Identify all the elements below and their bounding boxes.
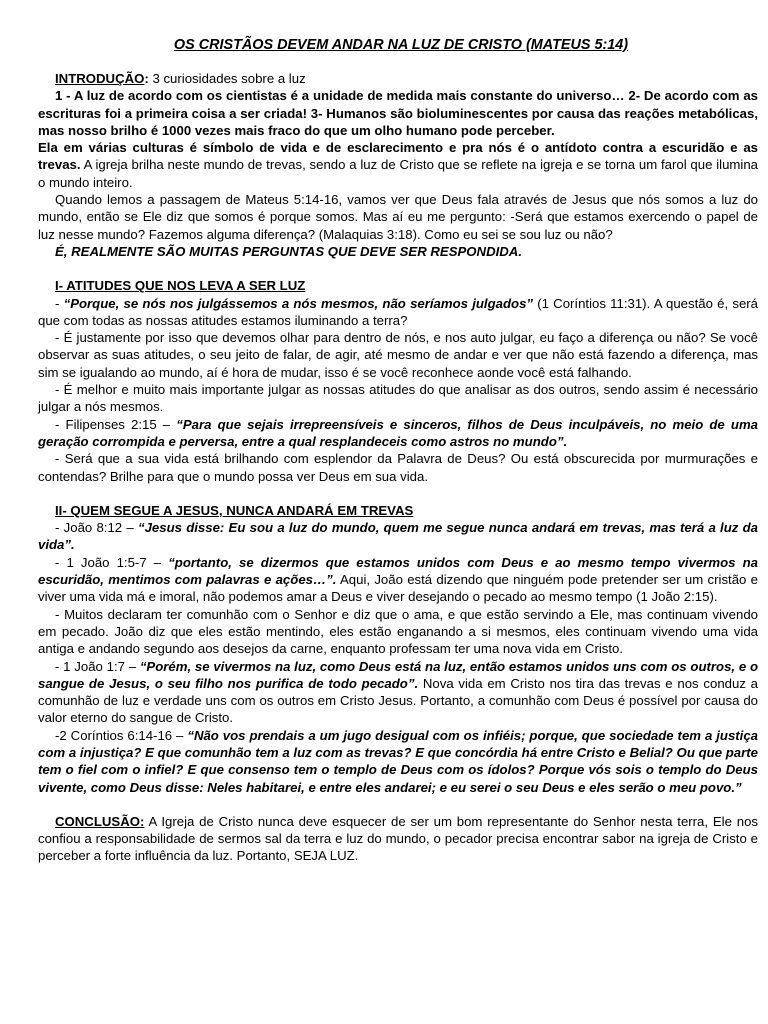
conclusion-text: A Igreja de Cristo nunca deve esquecer de ser um bom representante do Senhor nesta terra, Ele nos confiou a responsabilidade de sermos sal da terra e luz do mundo, o pecador precisa encontrar sabor na igreja de Cristo e perceber a forte influência da luz. Portanto, SEJA LUZ. — [38, 813, 758, 864]
section2-paragraph-4 — [38, 658, 758, 727]
section1-paragraph-5: - Será que a sua vida está brilhando com esplendor da Palavra de Deus? Ou está obscurecida por murmurações e contendas? Brilhe para que o mundo possa ver Deus em sua vida. — [38, 451, 758, 484]
document-body — [38, 70, 758, 865]
section1-heading: I- ATITUDES QUE NOS LEVA A SER LUZ — [55, 278, 306, 294]
intro-line — [38, 70, 758, 87]
intro-symbol-bold: Ela em várias culturas é símbolo de vida e de esclarecimento e pra nós é o antídoto contra a escuridão e as trevas. — [38, 140, 758, 173]
section2-p1-quote: “Jesus disse: Eu sou a luz do mundo, quem me segue nunca andará em trevas, mas terá a luz da vida”. — [38, 520, 758, 553]
section2-p5-ref: -2 Coríntios 6:14-16 – — [55, 727, 188, 743]
spacer — [38, 485, 758, 502]
conclusion-heading: CONCLUSÃO: — [55, 813, 145, 829]
intro-heading-colon: : — [144, 71, 149, 86]
section1-p1-dash: - — [55, 295, 64, 311]
section2-p2-rest: Aqui, João está dizendo que ninguém pode pretender ser um cristão e viver uma vida má e imoral, não podemos amar a Deus e viver desejando o pecado ao mesmo tempo (1 João 2:15). — [38, 572, 758, 605]
intro-passage: Quando lemos a passagem de Mateus 5:14-16, vamos ver que Deus fala através de Jesus que nós somos a luz do mundo, então se Ele diz que somos é porque somos. Mas aí eu me pergunto: -Será que estamos exercendo o papel de luz nesse mundo? Fazemos alguma diferença? (Malaquias 3:18). Como eu sei se sou luz ou não? — [38, 192, 758, 242]
section2-paragraph-2 — [38, 554, 758, 606]
intro-symbol-rest: A igreja brilha neste mundo de trevas, sendo a luz de Cristo que se reflete na igreja e se torna um farol que ilumina o mundo inteiro. — [38, 157, 758, 190]
spacer — [38, 796, 758, 813]
spacer — [38, 260, 758, 277]
section1-paragraph-4 — [38, 416, 758, 451]
section2-p4-ref: - 1 João 1:7 – — [55, 658, 140, 674]
section2-p1-ref: - João 8:12 – — [55, 520, 138, 536]
intro-symbol-paragraph — [38, 139, 758, 191]
section2-p2-quote: “portanto, se dizermos que estamos unidos com Deus e ao mesmo tempo vivermos na escuridão, mentimos com palavras e ações…”. — [38, 554, 758, 588]
intro-heading: INTRODUÇÃO — [55, 71, 145, 86]
section2-p4-rest: Nova vida em Cristo nos tira das trevas e nos conduz a comunhão de luz e verdade uns com os outros em Cristo Jesus. Portanto, a comunhão com Deus é possível por causa do valor eterno do sangue de Cristo. — [38, 675, 758, 726]
section1-p1-quote: “Porque, se nós nos julgássemos a nós mesmos, não seríamos julgados” — [63, 295, 534, 311]
section2-paragraph-1 — [38, 519, 758, 554]
section2-paragraph-5 — [38, 727, 758, 796]
intro-curiosities: 1 - A luz de acordo com os cientistas é a unidade de medida mais constante do universo… 2- De acordo com as escrituras foi a primeira coisa a ser criada! 3- Humanos são bioluminescentes por causa das reações metabólicas, mas nosso brilho é 1000 vezes mais fraco do que um olho humano pode perceber. — [38, 88, 758, 138]
section1-paragraph-2: - É justamente por isso que devemos olhar para dentro de nós, e nos auto julgar, eu faço a diferença ou não? Se você observar as suas atitudes, o seu jeito de falar, de agir, até mesmo de andar e ver que não está fazendo a diferença, mas sim se igualando ao mundo, aí é hora de mudar, isso é se você reconhece aonde você está falhando. — [38, 330, 758, 380]
conclusion-paragraph — [38, 813, 758, 865]
section2-paragraph-3: - Muitos declaram ter comunhão com o Senhor e diz que o ama, e que estão servindo a Ele, mas continuam vivendo em pecado. João diz que eles estão mentindo, eles estão enganando a si mesmos, eles continuam vivendo uma vida antiga e andando segundo aos desejos da carne, enquanto professam ter uma nova vida em Cristo. — [38, 606, 758, 657]
page-title: OS CRISTÃOS DEVEM ANDAR NA LUZ DE CRISTO (MATEUS 5:14) — [173, 37, 629, 53]
section1-p1-rest: (1 Coríntios 11:31). A questão é, será que com todas as nossas atitudes estamos iluminando a terra? — [38, 295, 759, 328]
section2-p5-quote: “Não vos prendais a um jugo desigual com os infiéis; porque, que sociedade tem a justiça com a injustiça? E que comunhão tem a luz com as trevas? E que concórdia há entre Cristo e Belial? Ou que parte tem o fiel com o infiel? E que consenso tem o templo de Deus com os ídolos? Porque vós sois o templo do Deus vivente, como Deus disse: Neles habitarei, e entre eles andarei; e eu serei o seu Deus e eles serão o meu povo.” — [38, 727, 759, 795]
section2-p2-ref: - 1 João 1:5-7 – — [55, 554, 169, 570]
section1-paragraph-1 — [38, 295, 758, 330]
intro-emphasis: É, REALMENTE SÃO MUITAS PERGUNTAS QUE DEVE SER RESPONDIDA. — [55, 243, 522, 259]
section2-heading: II- QUEM SEGUE A JESUS, NUNCA ANDARÁ EM TREVAS — [55, 502, 414, 518]
section2-p4-quote: “Porém, se vivermos na luz, como Deus está na luz, então estamos unidos uns com os outros, e o sangue de Jesus, o seu filho nos purifica de todo pecado”. — [38, 658, 758, 691]
section1-paragraph-3: - É melhor e muito mais importante julgar as nossas atitudes do que analisar as dos outros, sendo assim é necessário julgar a nós mesmos. — [38, 382, 758, 415]
section1-p4-quote: “Para que sejais irrepreensíveis e sinceros, filhos de Deus inculpáveis, no meio de uma geração corrompida e perversa, entre a qual resplandeceis como astros no mundo”. — [38, 416, 759, 449]
section1-p4-ref: - Filipenses 2:15 – — [55, 416, 177, 432]
intro-lead: 3 curiosidades sobre a luz — [148, 71, 306, 86]
